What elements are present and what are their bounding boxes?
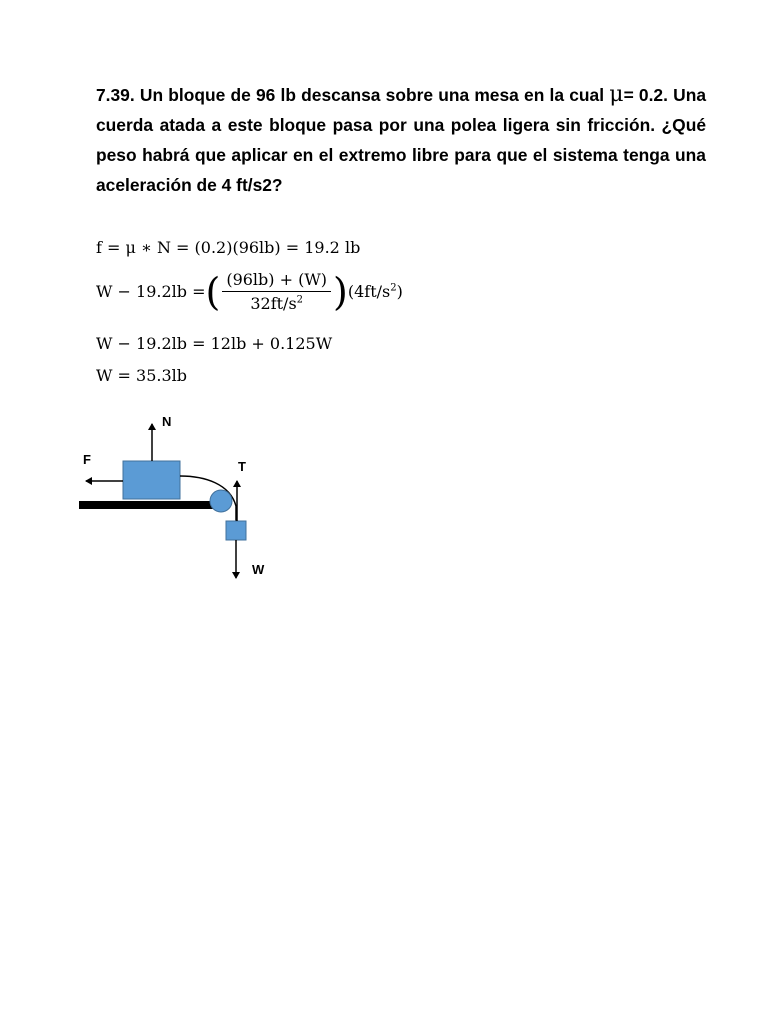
equation-result: W = 35.3lb	[96, 366, 188, 385]
label-w: W	[252, 562, 265, 577]
fraction-numerator: (96lb) + (W)	[222, 270, 331, 292]
table-surface	[79, 501, 221, 509]
equation-friction: f = μ ∗ N = (0.2)(96lb) = 19.2 lb	[96, 238, 361, 257]
label-t: T	[238, 459, 246, 474]
mu-symbol: μ	[609, 82, 624, 107]
problem-line-4: libre para que el sistema tenga una aceleración de 4 ft/s2?	[96, 145, 706, 195]
hanging-block	[226, 521, 246, 540]
problem-line-1: 7.39. Un bloque de 96 lb descansa sobre una mesa en la cual	[96, 85, 605, 105]
label-f: F	[83, 452, 91, 467]
eq2-left: W − 19.2lb =	[96, 282, 206, 301]
right-paren: )	[333, 269, 348, 314]
left-paren: (	[205, 269, 221, 314]
problem-line-2: = 0.2. Una cuerda atada a este bloque pasa por una polea	[96, 85, 706, 135]
eq2-right: $(4ft/s^2)$	[347, 282, 403, 301]
large-block	[123, 461, 180, 499]
problem-line-3: ligera sin fricción. ¿Qué peso habrá que aplicar en el extremo	[96, 115, 707, 165]
fraction-denominator: $32ft/s^2$	[250, 294, 304, 313]
label-n: N	[162, 414, 172, 429]
equation-simplified: W − 19.2lb = 12lb + 0.125W	[96, 334, 333, 353]
pulley	[210, 490, 232, 512]
